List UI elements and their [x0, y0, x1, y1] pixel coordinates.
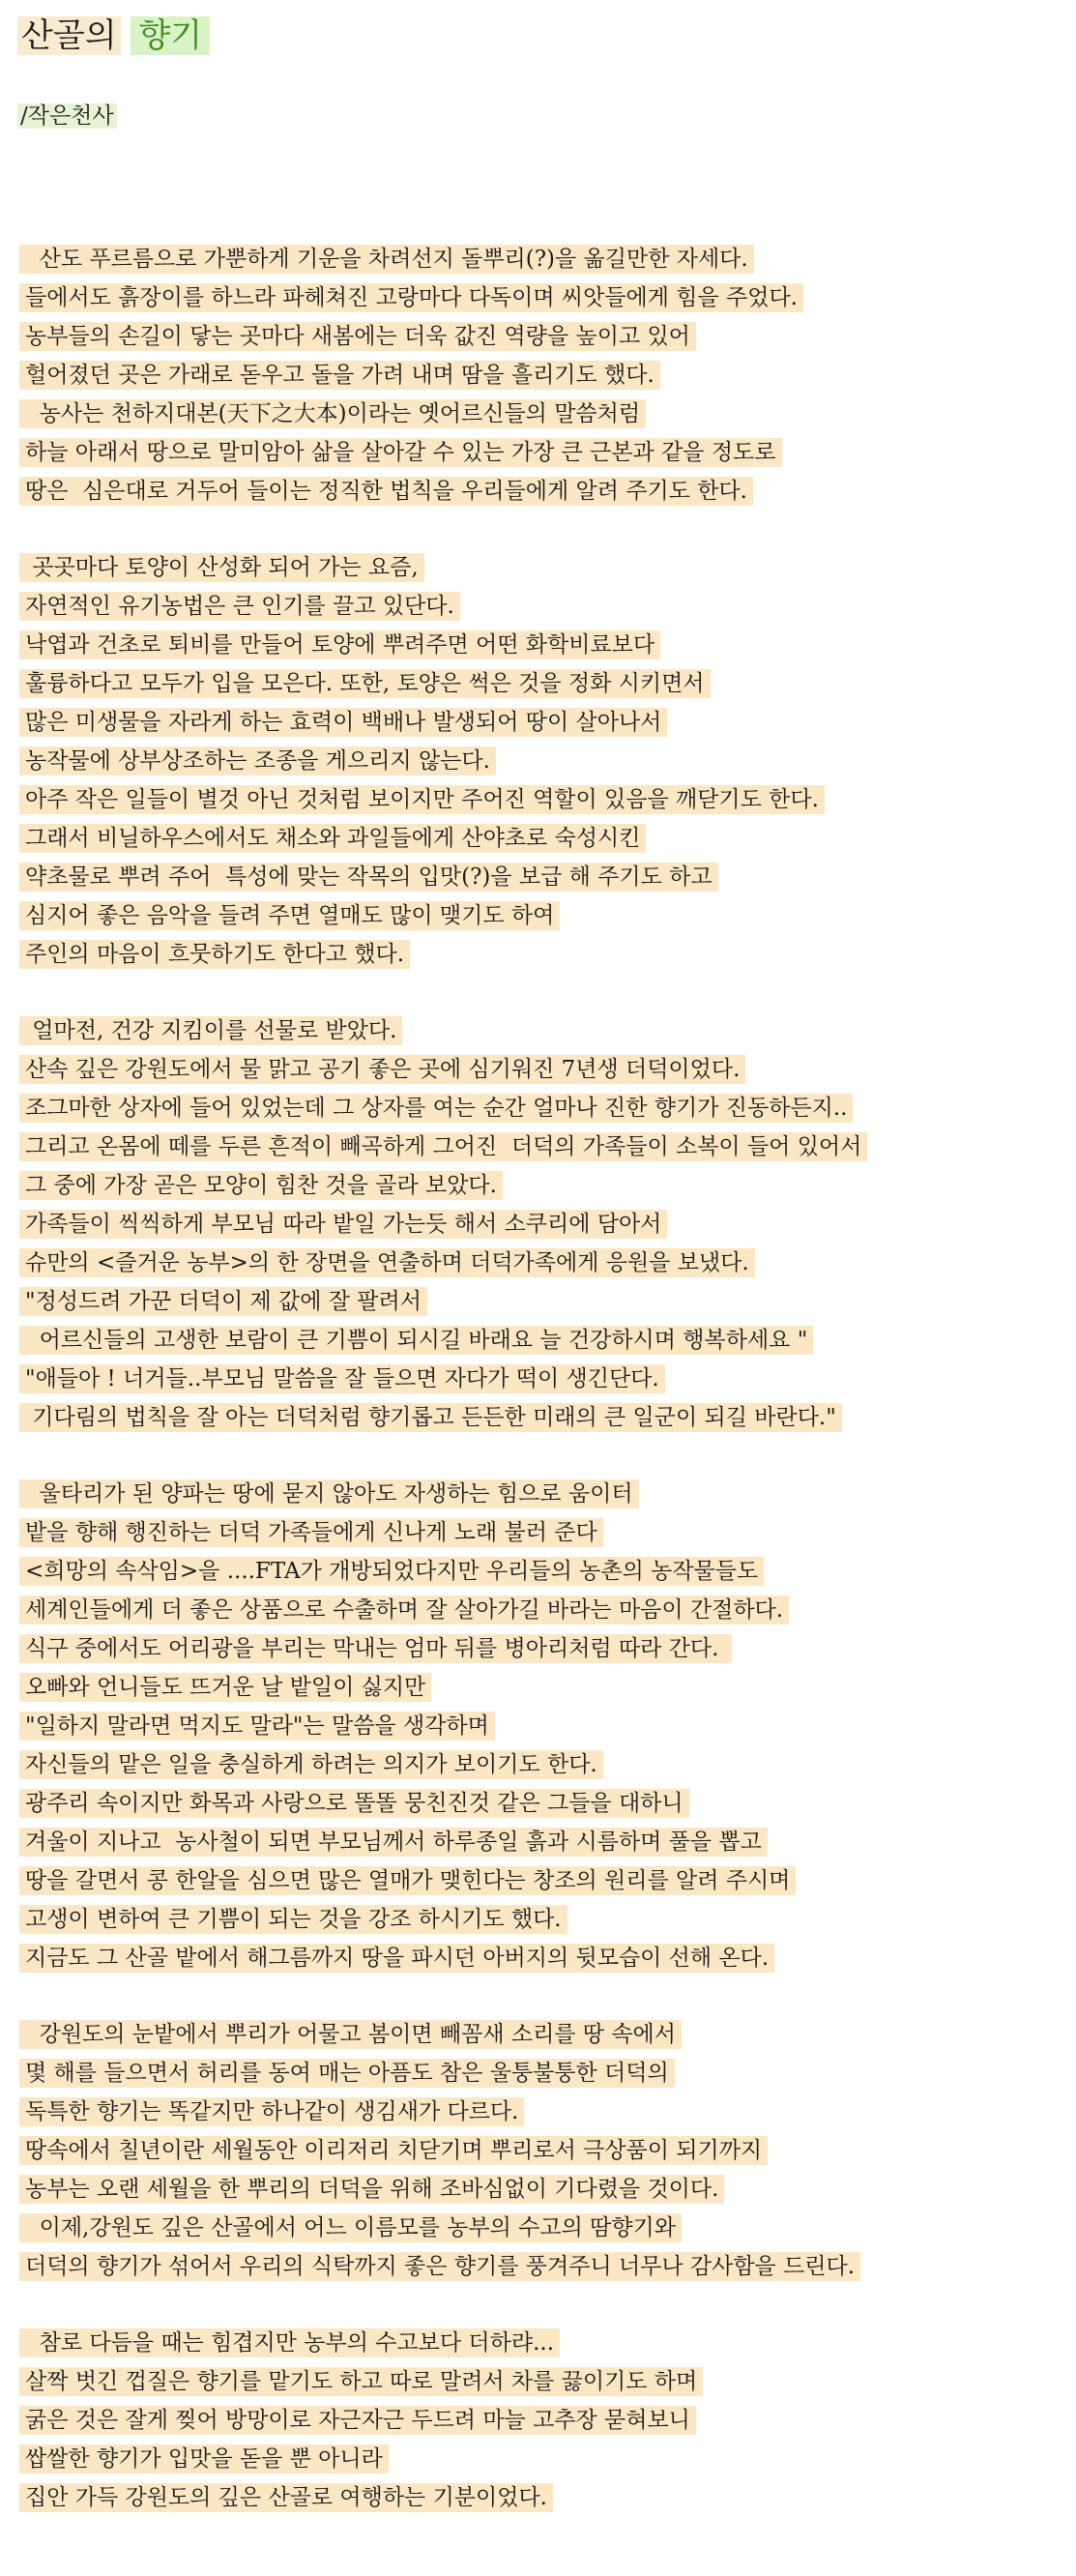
text-line	[19, 1552, 1059, 1591]
text-line	[19, 1707, 1059, 1745]
text-line	[19, 2131, 1059, 2170]
highlighted-text: 그래서 비닐하우스에서도 채소와 과일들에게 산야초로 숙성시킨	[19, 824, 646, 853]
highlighted-text: "일하지 말라면 먹지도 말라"는 말씀을 생각하며	[19, 1712, 495, 1741]
highlighted-text: 들에서도 흙장이를 하느라 파헤쳐진 고랑마다 다독이며 씨앗들에게 힘을 주었다.	[19, 283, 803, 312]
highlighted-text: 농사는 천하지대본(天下之大本)이라는 옛어르신들의 말씀처럼	[19, 399, 646, 428]
text-line	[19, 2015, 1059, 2054]
highlighted-text: 땅속에서 칠년이란 세월동안 이리저리 치닫기며 뿌리로서 극상품이 되기까지	[19, 2136, 768, 2165]
highlighted-text: 더덕의 향기가 섞어서 우리의 식탁까지 좋은 향기를 풍겨주니 너무나 감사함을 드린다.	[19, 2252, 860, 2281]
highlighted-text: 얼마전, 건강 지킴이를 선물로 받았다.	[19, 1016, 402, 1045]
highlighted-text: 조그마한 상자에 들어 있었는데 그 상자를 여는 순간 얼마나 진한 향기가 진동하든지..	[19, 1094, 853, 1123]
text-line	[19, 1745, 1059, 1784]
text-line	[19, 356, 1059, 395]
highlighted-text: 많은 미생물을 자라게 하는 효력이 백배나 발생되어 땅이 살아나서	[19, 708, 667, 737]
title-part-1: 산골의	[17, 16, 121, 55]
highlighted-text: 가족들이 씩씩하게 부모님 따라 밭일 가는듯 해서 소쿠리에 담아서	[19, 1210, 667, 1239]
text-line	[19, 1591, 1059, 1629]
highlighted-text: 참로 다듬을 때는 힘겹지만 농부의 수고보다 더하랴...	[19, 2328, 560, 2357]
paragraph	[19, 2015, 1059, 2286]
text-line	[19, 2054, 1059, 2093]
text-line	[19, 935, 1059, 974]
text-line	[19, 1011, 1059, 1050]
highlighted-text: 자연적인 유기농법은 큰 인기를 끌고 있단다.	[19, 592, 460, 621]
highlighted-text: 광주리 속이지만 화목과 사랑으로 똘똘 뭉친진것 같은 그들을 대하니	[19, 1789, 689, 1818]
highlighted-text: 훌륭하다고 모두가 입을 모은다. 또한, 토양은 썩은 것을 정화 시키면서	[19, 669, 711, 698]
text-line	[19, 2170, 1059, 2209]
paragraph	[19, 2324, 1059, 2517]
highlighted-text: 집안 가득 강원도의 깊은 산골로 여행하는 기분이었다.	[19, 2483, 553, 2512]
text-line	[19, 1823, 1059, 1861]
text-line	[19, 1089, 1059, 1127]
text-line	[19, 664, 1059, 703]
text-line	[19, 1475, 1059, 1513]
highlighted-text: 식구 중에서도 어리광을 부리는 막내는 엄마 뒤를 병아리처럼 따라 간다.	[19, 1634, 732, 1663]
text-line	[19, 433, 1059, 472]
highlighted-text: 밭을 향해 행진하는 더덕 가족들에게 신나게 노래 불러 준다	[19, 1518, 603, 1547]
text-line	[19, 240, 1059, 278]
text-line	[19, 2093, 1059, 2131]
text-line	[19, 2440, 1059, 2478]
highlighted-text: 심지어 좋은 음악을 들려 주면 열매도 많이 맺기도 하여	[19, 901, 560, 930]
highlighted-text: 산속 깊은 강원도에서 물 맑고 공기 좋은 곳에 심기워진 7년생 더덕이었다.	[19, 1055, 745, 1084]
highlighted-text: 세계인들에게 더 좋은 상품으로 수출하며 잘 살아가길 바라는 마음이 간절하다.	[19, 1595, 789, 1625]
author-name: /작은천사	[17, 103, 117, 129]
text-line	[19, 2247, 1059, 2286]
highlighted-text: 독특한 향기는 똑같지만 하나같이 생김새가 다르다.	[19, 2097, 524, 2126]
text-line	[19, 1668, 1059, 1707]
highlighted-text: 어르신들의 고생한 보람이 큰 기쁨이 되시길 바래요 늘 건강하시며 행복하세요 "	[19, 1326, 813, 1355]
text-line	[19, 1900, 1059, 1939]
text-line	[19, 703, 1059, 742]
paragraph	[19, 1011, 1059, 1437]
text-line	[19, 472, 1059, 511]
highlighted-text: 살짝 벗긴 껍질은 향기를 맡기도 하고 따로 말려서 차를 끓이기도 하며	[19, 2367, 703, 2396]
paragraph-gap	[19, 511, 1059, 548]
text-line	[19, 587, 1059, 626]
text-line	[19, 2209, 1059, 2247]
page-title	[17, 14, 210, 58]
highlighted-text: 낙엽과 건초로 퇴비를 만들어 토양에 뿌려주면 어떤 화학비료보다	[19, 630, 660, 659]
highlighted-text: 주인의 마음이 흐뭇하기도 한다고 했다.	[19, 940, 410, 969]
author-line	[17, 101, 117, 132]
highlighted-text: 자신들의 맡은 일을 충실하게 하려는 의지가 보이기도 한다.	[19, 1750, 603, 1779]
text-line	[19, 819, 1059, 858]
title-part-2: 향기	[131, 16, 210, 55]
text-line	[19, 1205, 1059, 1244]
highlighted-text: "정성드려 가꾼 더덕이 제 값에 잘 팔려서	[19, 1287, 427, 1316]
text-line	[19, 395, 1059, 433]
paragraph-gap	[19, 1977, 1059, 2015]
text-line	[19, 278, 1059, 317]
highlighted-text: 굵은 것은 잘게 찢어 방망이로 자근자근 두드려 마늘 고추장 묻혀보니	[19, 2406, 696, 2435]
text-line	[19, 317, 1059, 356]
highlighted-text: 약초물로 뿌려 주어 특성에 맞는 작목의 입맛(?)을 보급 해 주기도 하고	[19, 863, 718, 892]
text-line	[19, 742, 1059, 780]
highlighted-text: 기다림의 법칙을 잘 아는 더덕처럼 향기롭고 든든한 미래의 큰 일군이 되길 바란다."	[19, 1403, 842, 1432]
paragraph-gap	[19, 1437, 1059, 1475]
highlighted-text: 그 중에 가장 곧은 모양이 힘찬 것을 골라 보았다.	[19, 1171, 503, 1200]
text-line	[19, 2362, 1059, 2401]
highlighted-text: <희망의 속삭임>을 ....FTA가 개방되었다지만 우리들의 농촌의 농작물들도	[19, 1557, 764, 1586]
text-line	[19, 1050, 1059, 1089]
highlighted-text: "애들아 ! 너거들..부모님 말씀을 잘 들으면 자다가 떡이 생긴단다.	[19, 1364, 665, 1393]
highlighted-text: 지금도 그 산골 밭에서 해그름까지 땅을 파시던 아버지의 뒷모습이 선해 온다.	[19, 1944, 774, 1973]
highlighted-text: 농작물에 상부상조하는 조종을 게으리지 않는다.	[19, 746, 496, 776]
paragraph-gap	[19, 2286, 1059, 2324]
highlighted-text: 강원도의 눈밭에서 뿌리가 어물고 봄이면 빼꼼새 소리를 땅 속에서	[19, 2020, 682, 2049]
highlighted-text: 오빠와 언니들도 뜨거운 날 밭일이 싫지만	[19, 1673, 431, 1702]
text-line	[19, 1360, 1059, 1398]
text-line	[19, 1127, 1059, 1166]
text-line	[19, 2478, 1059, 2517]
highlighted-text: 이제,강원도 깊은 산골에서 어느 이름모를 농부의 수고의 땀향기와	[19, 2213, 682, 2242]
text-line	[19, 626, 1059, 664]
paragraph-gap	[19, 974, 1059, 1011]
text-line	[19, 2324, 1059, 2362]
text-line	[19, 548, 1059, 587]
highlighted-text: 헐어졌던 곳은 가래로 돋우고 돌을 가려 내며 땀을 흘리기도 했다.	[19, 361, 660, 390]
paragraph	[19, 548, 1059, 974]
text-line	[19, 1861, 1059, 1900]
highlighted-text: 산도 푸르름으로 가뿐하게 기운을 차려선지 돌뿌리(?)을 옮길만한 자세다.	[19, 245, 754, 274]
text-line	[19, 1784, 1059, 1823]
highlighted-text: 곳곳마다 토양이 산성화 되어 가는 요즘,	[19, 553, 424, 582]
text-line	[19, 1939, 1059, 1977]
text-line	[19, 1398, 1059, 1437]
highlighted-text: 몇 해를 들으면서 허리를 동여 매는 아픔도 참은 울퉁불퉁한 더덕의	[19, 2059, 675, 2088]
highlighted-text: 아주 작은 일들이 별것 아닌 것처럼 보이지만 주어진 역할이 있음을 깨닫기도 한다.	[19, 785, 825, 814]
text-line	[19, 780, 1059, 819]
text-line	[19, 1244, 1059, 1282]
text-line	[19, 858, 1059, 896]
text-line	[19, 896, 1059, 935]
highlighted-text: 농부는 오랜 세월을 한 뿌리의 더덕을 위해 조바심없이 기다렸을 것이다.	[19, 2175, 724, 2204]
text-line	[19, 2401, 1059, 2440]
text-line	[19, 1513, 1059, 1552]
highlighted-text: 슈만의 <즐거운 농부>의 한 장면을 연출하며 더덕가족에게 응원을 보냈다.	[19, 1248, 755, 1277]
highlighted-text: 쌉쌀한 향기가 입맛을 돋을 뿐 아니라	[19, 2444, 389, 2474]
highlighted-text: 땅을 갈면서 콩 한알을 심으면 많은 열매가 맺힌다는 창조의 원리를 알려 주시며	[19, 1866, 796, 1895]
highlighted-text: 하늘 아래서 땅으로 말미암아 삶을 살아갈 수 있는 가장 큰 근본과 같을 정도로	[19, 438, 782, 467]
text-line	[19, 1629, 1059, 1668]
paragraph	[19, 240, 1059, 511]
highlighted-text: 울타리가 된 양파는 땅에 묻지 않아도 자생하는 힘으로 움이터	[19, 1479, 639, 1508]
highlighted-text: 농부들의 손길이 닿는 곳마다 새봄에는 더욱 값진 역량을 높이고 있어	[19, 322, 696, 351]
text-line	[19, 1321, 1059, 1360]
text-line	[19, 1282, 1059, 1321]
essay-body	[19, 240, 1059, 2517]
paragraph	[19, 1475, 1059, 1977]
highlighted-text: 고생이 변하여 큰 기쁨이 되는 것을 강조 하시기도 했다.	[19, 1905, 567, 1934]
highlighted-text: 그리고 온몸에 떼를 두른 흔적이 빼곡하게 그어진 더덕의 가족들이 소복이 들어 있어서	[19, 1132, 867, 1161]
highlighted-text: 겨울이 지나고 농사철이 되면 부모님께서 하루종일 흙과 시름하며 풀을 뽑고	[19, 1828, 768, 1857]
highlighted-text: 땅은 심은대로 거두어 들이는 정직한 법칙을 우리들에게 알려 주기도 한다.	[19, 477, 753, 506]
text-line	[19, 1166, 1059, 1205]
